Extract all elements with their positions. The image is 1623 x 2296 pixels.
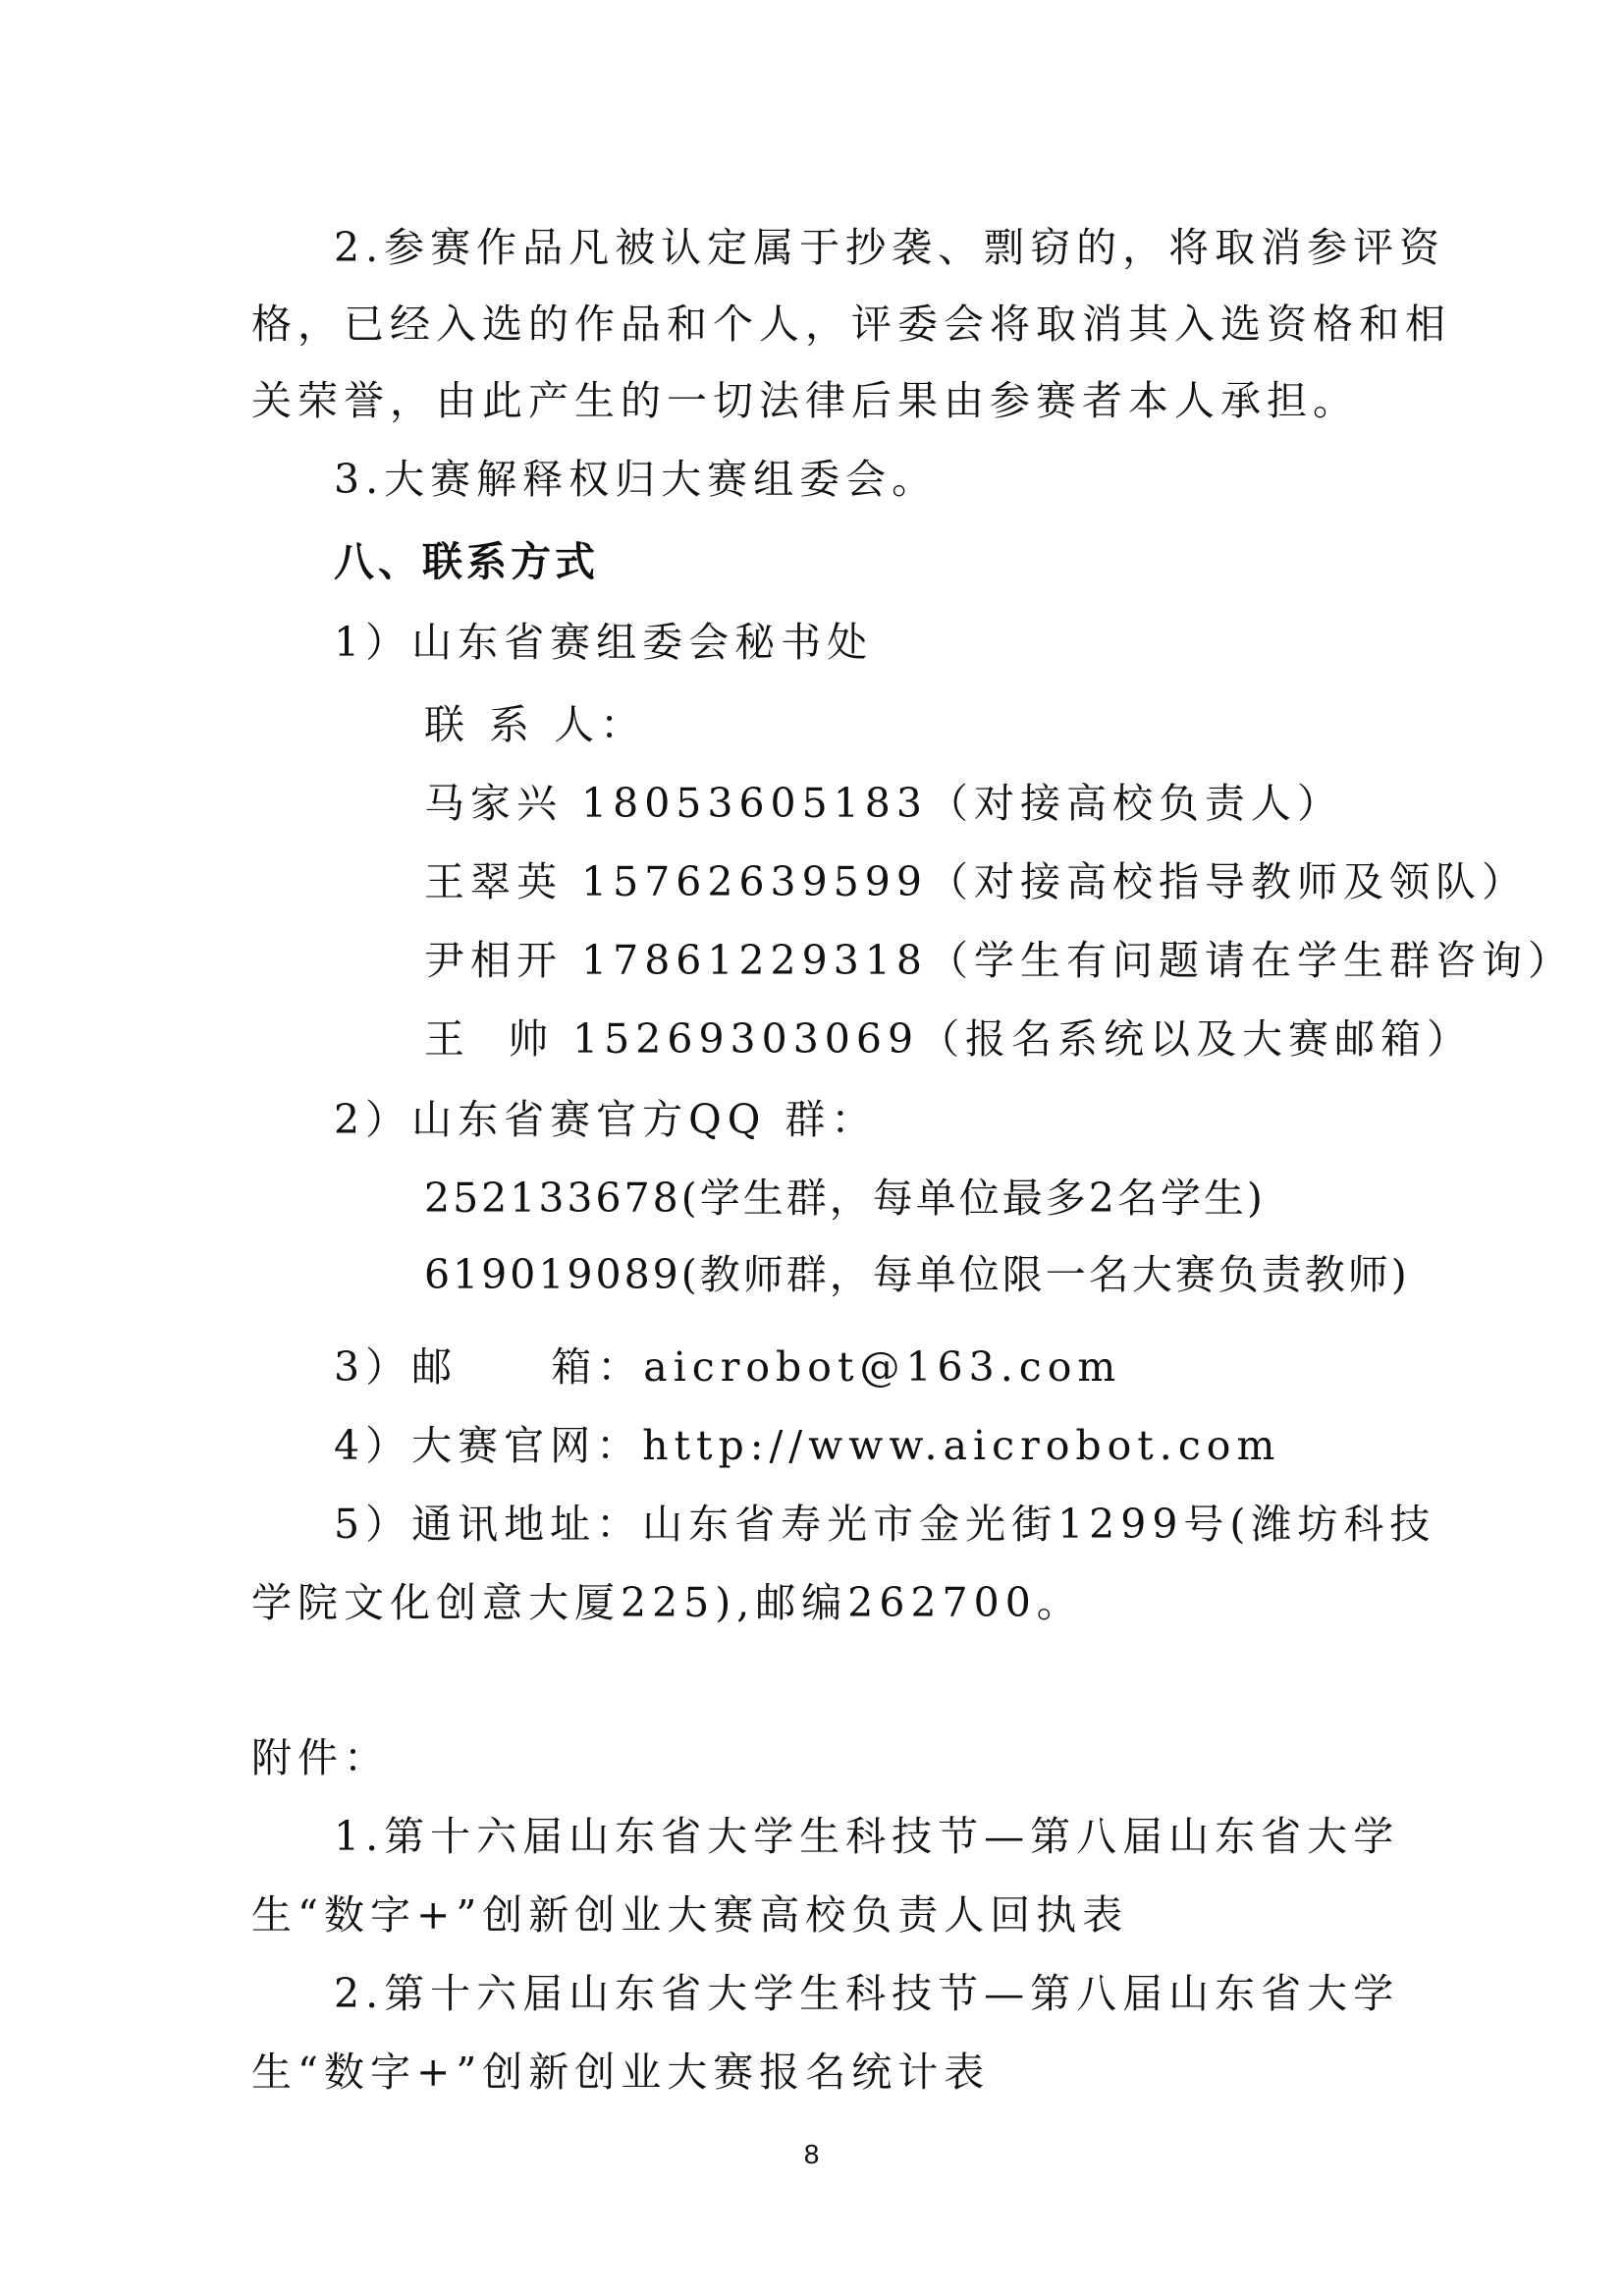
page-number: 8 bbox=[803, 2139, 820, 2169]
qq-group-title: 2）山东省赛官方QQ 群： bbox=[334, 1096, 878, 1143]
rule-item-2-line-1: 2.参赛作品凡被认定属于抄袭、剽窃的，将取消参评资 bbox=[334, 224, 1446, 271]
contact-person-2: 王翠英 15762639599（对接高校指导教师及领队） bbox=[424, 858, 1528, 905]
attachment-1-line-2: 生“数字+”创新创业大赛高校负责人回执表 bbox=[251, 1891, 1129, 1939]
qq-group-students: 252133678(学生群，每单位最多2名学生) bbox=[424, 1175, 1266, 1222]
attachments-label: 附件： bbox=[251, 1734, 390, 1781]
contact-person-3: 尹相开 17861229318（学生有问题请在学生群咨询） bbox=[424, 937, 1574, 984]
contact-address-line-1: 5）通讯地址：山东省寿光市金光街1299号(潍坊科技 bbox=[334, 1501, 1436, 1548]
contact-email: 3）邮 箱：aicrobot@163.com bbox=[334, 1343, 1122, 1391]
contact-person-4: 王 帅 15269303069（报名系统以及大赛邮箱） bbox=[424, 1015, 1474, 1063]
attachment-2-line-2: 生“数字+”创新创业大赛报名统计表 bbox=[251, 2049, 991, 2096]
qq-group-teachers: 619019089(教师群，每单位限一名大赛负责教师) bbox=[424, 1251, 1410, 1298]
contact-person-label: 联 系 人： bbox=[424, 701, 647, 748]
attachment-1-line-1: 1.第十六届山东省大学生科技节—第八届山东省大学 bbox=[334, 1813, 1400, 1860]
rule-item-2-line-3: 关荣誉，由此产生的一切法律后果由参赛者本人承担。 bbox=[251, 377, 1359, 424]
rule-item-2-line-2: 格，已经入选的作品和个人，评委会将取消其入选资格和相 bbox=[251, 301, 1451, 348]
contact-person-1: 马家兴 18053605183（对接高校负责人） bbox=[424, 780, 1343, 827]
secretariat-title: 1）山东省赛组委会秘书处 bbox=[334, 619, 874, 666]
section-heading-contact: 八、联系方式 bbox=[334, 538, 599, 585]
contact-website: 4）大赛官网：http://www.aicrobot.com bbox=[334, 1422, 1281, 1469]
contact-address-line-2: 学院文化创意大厦225),邮编262700。 bbox=[251, 1579, 1083, 1626]
rule-item-3: 3.大赛解释权归大赛组委会。 bbox=[334, 456, 939, 503]
attachment-2-line-1: 2.第十六届山东省大学生科技节—第八届山东省大学 bbox=[334, 1970, 1400, 2017]
